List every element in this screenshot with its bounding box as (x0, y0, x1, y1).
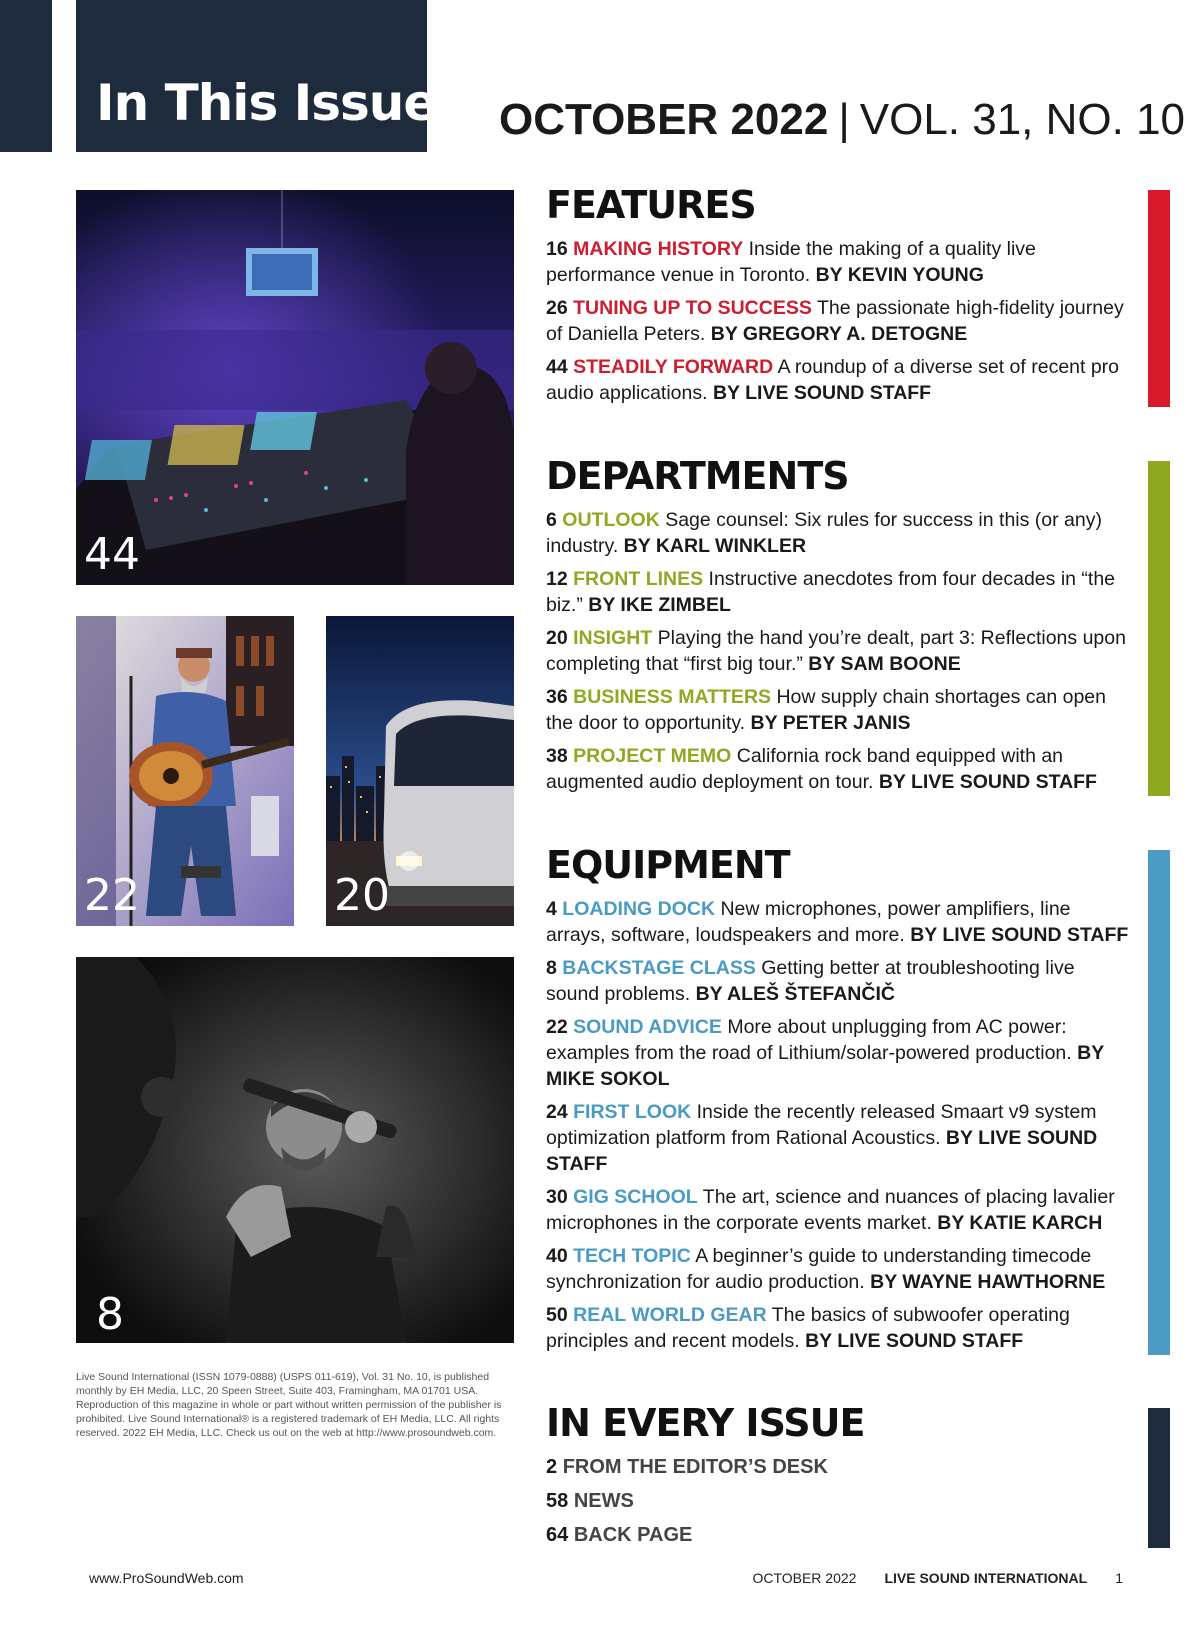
entry-title: SOUND ADVICE (573, 1016, 722, 1038)
entry-page: 16 (546, 238, 568, 260)
entry-byline: BY KEVIN YOUNG (815, 264, 984, 286)
entry-description: California rock band equipped with an augmented audio deployment on tour. (546, 745, 1064, 793)
entry-byline: BY KARL WINKLER (623, 535, 807, 557)
toc-entry[interactable] (546, 625, 1131, 677)
entry-page: 30 (546, 1186, 568, 1208)
section-title: FEATURES (546, 183, 756, 227)
entry-description: A beginner’s guide to understanding timecode synchronization for audio production. (546, 1245, 1092, 1293)
section-equipment (546, 842, 1131, 1361)
publication-notice: Live Sound International (ISSN 1079-0888) (USPS 011-619), Vol. 31 No. 10, is published monthly by EH Media, LLC, 20 Speen Street, Suite 403, Framingham, MA 01701 USA. Reproduction of this magazine in whole or part without written permission of the publisher is prohibited. Live Sound International® is a registered trademark of EH Media, LLC. All rights reserved. 2022 EH Media, LLC. Check us out on the web at http://www.prosoundweb.com. (76, 1371, 502, 1439)
entry-byline: BY ALEŠ ŠTEFANČIČ (695, 983, 895, 1005)
issue-volume: VOL. 31, NO. 10 (859, 95, 1186, 144)
footer-magazine: LIVE SOUND INTERNATIONAL (884, 1570, 1088, 1586)
photo-page-number: 20 (334, 870, 390, 921)
entry-byline: BY LIVE SOUND STAFF (712, 382, 932, 404)
photo-mixing-console[interactable] (76, 190, 514, 585)
page-title: In This Issue (96, 74, 437, 132)
features-color-tab (1148, 190, 1170, 407)
entry-page: 40 (546, 1245, 568, 1267)
toc-entry[interactable] (546, 1454, 1131, 1480)
entry-description: More about unplugging from AC power: examples from the road of Lithium/solar-powered production. (546, 1016, 1072, 1064)
entry-title: MAKING HISTORY (573, 238, 744, 260)
photo-page-number: 44 (84, 529, 140, 580)
toc-entry[interactable] (546, 1184, 1131, 1236)
entry-byline: BY IKE ZIMBEL (588, 594, 731, 616)
entry-page: 36 (546, 686, 568, 708)
photo-page-number: 22 (84, 870, 140, 921)
footer-page-number: 1 (1115, 1570, 1123, 1586)
entry-description: New microphones, power amplifiers, line arrays, software, loudspeakers and more. (546, 898, 1071, 946)
toc-entry[interactable] (546, 566, 1131, 618)
entry-byline: BY SAM BOONE (808, 653, 961, 675)
entry-title: FROM THE EDITOR’S DESK (562, 1456, 828, 1478)
entry-title: FIRST LOOK (573, 1101, 692, 1123)
photo-guitarist[interactable] (76, 616, 294, 926)
entry-byline: BY MIKE SOKOL (546, 1042, 1104, 1090)
entry-description: Getting better at troubleshooting live sound problems. (546, 957, 1075, 1005)
entry-title: FRONT LINES (573, 568, 704, 590)
entry-byline: BY PETER JANIS (750, 712, 911, 734)
entry-title: INSIGHT (573, 627, 653, 649)
toc-entry[interactable] (546, 295, 1131, 347)
toc-entry[interactable] (546, 354, 1131, 406)
toc-entry[interactable] (546, 955, 1131, 1007)
entry-page: 6 (546, 509, 557, 531)
toc-entry[interactable] (546, 1243, 1131, 1295)
photo-tour-bus[interactable] (326, 616, 514, 926)
entry-byline: BY LIVE SOUND STAFF (805, 1330, 1024, 1352)
equipment-color-tab (1148, 850, 1170, 1355)
entry-title: REAL WORLD GEAR (573, 1304, 767, 1326)
entry-title: NEWS (573, 1490, 634, 1512)
toc-entry[interactable] (546, 743, 1131, 795)
entry-page: 8 (546, 957, 557, 979)
photo-page-number: 8 (96, 1289, 124, 1340)
toc-entry[interactable] (546, 1522, 1131, 1548)
entry-page: 58 (546, 1490, 569, 1512)
entry-description: A roundup of a diverse set of recent pro audio applications. (546, 356, 1120, 404)
section-in-every-issue (546, 1400, 1131, 1556)
entry-page: 26 (546, 297, 568, 319)
toc-entry[interactable] (546, 507, 1131, 559)
entry-title: BACKSTAGE CLASS (562, 957, 756, 979)
toc-entry[interactable] (546, 684, 1131, 736)
departments-color-tab (1148, 461, 1170, 796)
entry-title: TUNING UP TO SUCCESS (573, 297, 812, 319)
entry-title: BACK PAGE (573, 1524, 693, 1546)
entry-description: Playing the hand you’re dealt, part 3: Reflections upon completing that “first big tour.” (546, 627, 1126, 675)
every-issue-color-tab (1148, 1408, 1170, 1548)
toc-entry[interactable] (546, 1488, 1131, 1514)
entry-title: TECH TOPIC (573, 1245, 691, 1267)
entry-title: PROJECT MEMO (573, 745, 732, 767)
toc-entry[interactable] (546, 896, 1131, 948)
entry-page: 50 (546, 1304, 568, 1326)
entry-byline: BY LIVE SOUND STAFF (878, 771, 1097, 793)
section-title: EQUIPMENT (546, 843, 790, 887)
entry-page: 24 (546, 1101, 568, 1123)
section-features (546, 182, 1131, 413)
entry-page: 44 (546, 356, 568, 378)
entry-page: 20 (546, 627, 568, 649)
entry-page: 4 (546, 898, 557, 920)
entry-page: 12 (546, 568, 568, 590)
toc-entry[interactable] (546, 236, 1131, 288)
entry-title: STEADILY FORWARD (573, 356, 774, 378)
entry-page: 64 (546, 1524, 569, 1546)
entry-byline: BY LIVE SOUND STAFF (910, 924, 1129, 946)
entry-byline: BY WAYNE HAWTHORNE (870, 1271, 1106, 1293)
entry-byline: BY GREGORY A. DETOGNE (710, 323, 968, 345)
footer-website[interactable]: www.ProSoundWeb.com (89, 1570, 244, 1586)
section-title: IN EVERY ISSUE (546, 1401, 865, 1445)
header-title-box (76, 0, 437, 152)
entry-title: GIG SCHOOL (573, 1186, 698, 1208)
entry-description: The art, science and nuances of placing lavalier microphones in the corporate events market. (546, 1186, 1115, 1234)
footer-month: OCTOBER 2022 (752, 1570, 857, 1586)
entry-description: The passionate high-fidelity journey of Daniella Peters. (546, 297, 1124, 345)
entry-description: How supply chain shortages can open the door to opportunity. (546, 686, 1106, 734)
toc-entry[interactable] (546, 1302, 1131, 1354)
entry-page: 38 (546, 745, 568, 767)
section-departments (546, 453, 1131, 802)
entry-title: LOADING DOCK (562, 898, 716, 920)
entry-byline: BY KATIE KARCH (937, 1212, 1103, 1234)
entry-byline: BY LIVE SOUND STAFF (546, 1127, 1098, 1175)
entry-description: Inside the recently released Smaart v9 system optimization platform from Rational Acoustics. (546, 1101, 1097, 1149)
section-title: DEPARTMENTS (546, 454, 849, 498)
entry-description: The basics of subwoofer operating principles and recent models. (546, 1304, 1070, 1352)
entry-page: 22 (546, 1016, 568, 1038)
entry-description: Instructive anecdotes from four decades in “the biz.” (546, 568, 1116, 616)
toc-entry[interactable] (546, 1014, 1131, 1092)
footer-info (752, 1570, 1123, 1586)
sound-engineer-illustration (76, 957, 514, 1343)
issue-line (499, 92, 1185, 148)
entry-page: 2 (546, 1456, 558, 1478)
issue-date: OCTOBER 2022 (499, 95, 829, 144)
entry-description: Inside the making of a quality live performance venue in Toronto. (546, 238, 1036, 286)
toc-entry[interactable] (546, 1099, 1131, 1177)
mixing-console-illustration (76, 190, 514, 585)
issue-separator: | (838, 95, 850, 144)
entry-title: OUTLOOK (562, 509, 660, 531)
entry-description: Sage counsel: Six rules for success in this (or any) industry. (546, 509, 1102, 557)
photo-sound-engineer[interactable] (76, 957, 514, 1343)
header-accent-bar (0, 0, 52, 152)
entry-title: BUSINESS MATTERS (573, 686, 772, 708)
